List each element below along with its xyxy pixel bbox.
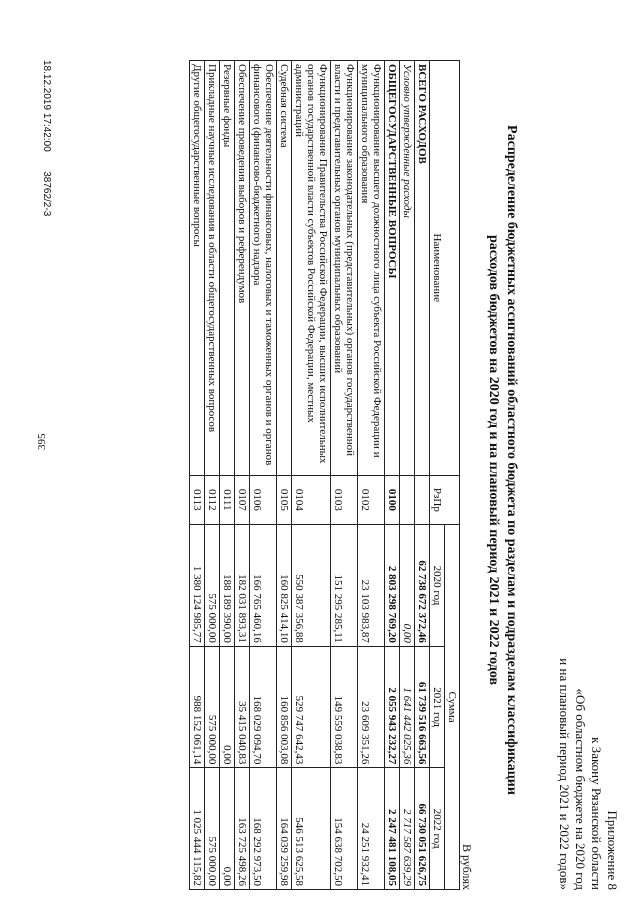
- row-code: 0106: [250, 475, 277, 525]
- header-2020: 2020 год: [430, 525, 445, 647]
- row-code: 0113: [190, 475, 205, 525]
- row-2021: 988 152 061,14: [190, 646, 205, 768]
- row-2022: 66 730 051 626,75: [415, 768, 430, 890]
- table-row: [205, 61, 220, 890]
- row-2020: 23 103 983,87: [358, 525, 385, 647]
- row-code: [400, 475, 415, 525]
- row-2022: 1 025 444 115,82: [190, 768, 205, 890]
- row-2021: 0,00: [220, 646, 235, 768]
- row-name: Обеспечение проведения выборов и референдумов: [235, 61, 250, 476]
- row-2021: 575 000,00: [205, 646, 220, 768]
- table-row: [415, 61, 430, 890]
- row-name: Обеспечение деятельности финансовых, налоговых и таможенных органов и органов финансового (финансово-бюджетного) надзора: [250, 61, 277, 476]
- row-name: Функционирование Правительства Российской Федерации, высших исполнительных органов государственной власти субъектов Российской Федерации, местных администраций: [292, 61, 331, 476]
- title-line1: Распределение бюджетных ассигнований областного бюджета по разделам и подразделам классификации: [504, 125, 519, 795]
- header-2021: 2021 год: [430, 646, 445, 768]
- title-line2: расходов бюджетов на 2020 год и на плановый период 2021 и 2022 годов: [486, 234, 501, 686]
- header-name: Наименование: [430, 61, 460, 476]
- header-sum: Сумма: [445, 525, 460, 890]
- row-name: Резервные фонды: [220, 61, 235, 476]
- row-2022: 2 717 587 639,29: [400, 768, 415, 890]
- row-code: [415, 475, 430, 525]
- appendix-line1: Приложение 8: [605, 810, 620, 890]
- row-2022: 546 513 625,58: [292, 768, 331, 890]
- row-name: Другие общегосударственные вопросы: [190, 61, 205, 476]
- table-row: [292, 61, 331, 890]
- row-2021: 1 641 442 025,36: [400, 646, 415, 768]
- row-2020: 160 825 414,10: [277, 525, 292, 647]
- row-code: 0100: [385, 475, 400, 525]
- row-name: Судебная система: [277, 61, 292, 476]
- row-2020: 62 738 672 372,46: [415, 525, 430, 647]
- row-code: 0102: [358, 475, 385, 525]
- row-name: ВСЕГО РАСХОДОВ: [415, 61, 430, 476]
- table-row: [277, 61, 292, 890]
- row-2022: 575 000,00: [205, 768, 220, 890]
- document-title: [484, 80, 520, 840]
- row-code: 0112: [205, 475, 220, 525]
- row-2020: 166 765 460,16: [250, 525, 277, 647]
- row-2020: 1 380 124 985,77: [190, 525, 205, 647]
- row-2022: 2 247 481 108,05: [385, 768, 400, 890]
- row-code: 0104: [292, 475, 331, 525]
- row-2020: 575 000,00: [205, 525, 220, 647]
- row-2021: 160 856 003,08: [277, 646, 292, 768]
- row-2022: 168 292 973,50: [250, 768, 277, 890]
- table-row: [358, 61, 385, 890]
- table-row: [235, 61, 250, 890]
- row-2021: 35 415 040,83: [235, 646, 250, 768]
- row-2022: 154 638 702,50: [331, 768, 358, 890]
- footer: [41, 60, 52, 216]
- row-code: 0107: [235, 475, 250, 525]
- row-2020: 550 387 356,88: [292, 525, 331, 647]
- row-2021: 149 559 038,83: [331, 646, 358, 768]
- row-2022: 164 039 259,98: [277, 768, 292, 890]
- header-2022: 2022 год: [430, 768, 445, 890]
- row-2021: 2 055 943 232,27: [385, 646, 400, 768]
- row-name: Условно утвержденные расходы: [400, 61, 415, 476]
- row-code: 0103: [331, 475, 358, 525]
- row-2020: 182 031 893,31: [235, 525, 250, 647]
- row-name: ОБЩЕГОСУДАРСТВЕННЫЕ ВОПРОСЫ: [385, 61, 400, 476]
- rotated-page-content: [20, 40, 620, 900]
- row-2021: 168 029 094,70: [250, 646, 277, 768]
- table-row: [250, 61, 277, 890]
- row-2020: 0,00: [400, 525, 415, 647]
- appendix-line3: «Об областном бюджете на 2020 год: [573, 688, 588, 890]
- appendix-header: [556, 658, 620, 890]
- row-2021: 529 747 642,43: [292, 646, 331, 768]
- row-name: Прикладные научные исследования в области общегосударственных вопросов: [205, 61, 220, 476]
- row-2021: 61 739 516 663,56: [415, 646, 430, 768]
- row-code: 0111: [220, 475, 235, 525]
- appendix-line2: к Закону Рязанской области: [589, 737, 604, 890]
- footer-doc-id: 38762/2-3: [41, 171, 52, 217]
- appendix-line4: и на плановый период 2021 и 2022 годов»: [557, 658, 572, 890]
- row-2022: 163 725 498,26: [235, 768, 250, 890]
- row-name: Функционирование высшего должностного лица субъекта Российской Федерации и муниципального образования: [358, 61, 385, 476]
- table-row: [190, 61, 205, 890]
- header-code: РзПр: [430, 475, 460, 525]
- row-2022: 24 251 932,41: [358, 768, 385, 890]
- budget-table: [189, 60, 460, 890]
- row-code: 0105: [277, 475, 292, 525]
- table-row: [331, 61, 358, 890]
- row-2020: 188 189 390,00: [220, 525, 235, 647]
- table-row: [400, 61, 415, 890]
- row-2020: 151 295 285,11: [331, 525, 358, 647]
- table-row: [385, 61, 400, 890]
- table-row: [220, 61, 235, 890]
- row-2021: 23 609 351,26: [358, 646, 385, 768]
- page-number: 395: [36, 433, 48, 450]
- row-name: Функционирование законодательных (представительных) органов государственной власти и представительных органов муниципальных образований: [331, 61, 358, 476]
- footer-datetime: 18.12.2019 17:42:00: [41, 60, 52, 152]
- row-2020: 2 803 298 769,20: [385, 525, 400, 647]
- row-2022: 0,00: [220, 768, 235, 890]
- unit-label: В рублях: [460, 843, 474, 890]
